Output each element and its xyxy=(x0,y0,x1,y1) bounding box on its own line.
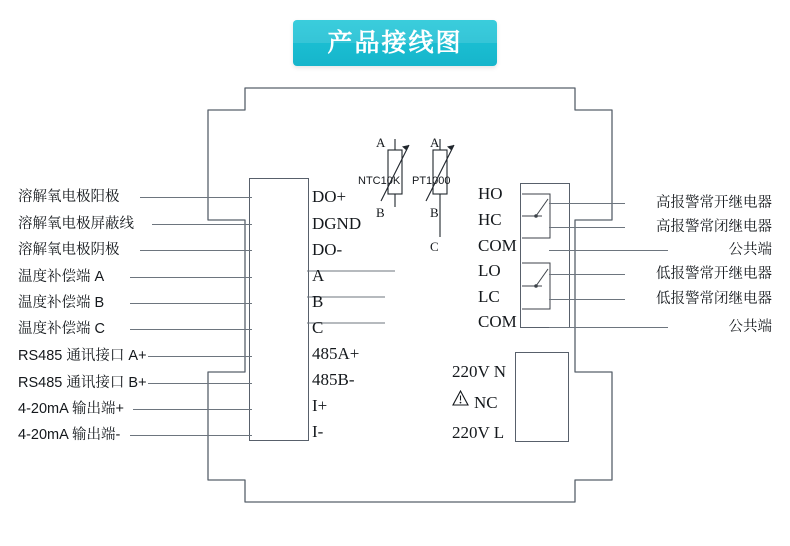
page-title: 产品接线图 xyxy=(327,29,463,57)
label-current-out-minus: 4-20mA 输出端- xyxy=(18,427,121,443)
pin-a: A xyxy=(312,266,325,285)
sensor-label-pt1000: PT1000 xyxy=(412,175,451,187)
label-rs485-a: RS485 通讯接口 A+ xyxy=(18,348,147,364)
pin-485b: 485B- xyxy=(312,370,355,389)
label-rs485-b: RS485 通讯接口 B+ xyxy=(18,375,147,391)
pin-220v-n: 220V N xyxy=(452,362,506,381)
pin-ho: HO xyxy=(478,184,503,203)
pin-220v-l: 220V L xyxy=(452,423,505,442)
pin-do-minus: DO- xyxy=(312,240,343,259)
left-terminal-block xyxy=(249,178,309,441)
leader-line-left-9 xyxy=(133,409,252,410)
pin-lo: LO xyxy=(478,261,501,280)
pin-lc: LC xyxy=(478,287,500,306)
label-common-high: 公共端 xyxy=(728,242,772,258)
label-low-alarm-no: 低报警常开继电器 xyxy=(656,266,772,282)
pin-i-minus: I- xyxy=(312,422,324,441)
label-do-cathode: 溶解氧电极阴极 xyxy=(18,242,120,258)
leader-line-left-8 xyxy=(148,383,252,384)
label-temp-comp-c: 温度补偿端 C xyxy=(18,321,105,337)
title-banner xyxy=(293,20,497,66)
ntc-terminal-a-label: A xyxy=(376,135,386,150)
pt1000-terminal-a-label: A xyxy=(430,135,440,150)
label-high-alarm-no: 高报警常开继电器 xyxy=(656,195,772,211)
label-temp-comp-b: 温度补偿端 B xyxy=(18,295,105,311)
warning-triangle-icon xyxy=(452,390,469,406)
leader-line-right-6 xyxy=(549,327,668,328)
leader-line-left-7 xyxy=(148,356,252,357)
leader-line-left-2 xyxy=(152,224,252,225)
pin-c: C xyxy=(312,318,324,337)
pin-nc: NC xyxy=(474,393,498,412)
leader-line-left-6 xyxy=(130,329,252,330)
power-terminal-block xyxy=(515,352,569,442)
pin-com-high: COM xyxy=(478,236,517,255)
leader-line-right-2 xyxy=(549,227,625,228)
label-do-anode: 溶解氧电极阳极 xyxy=(18,189,120,205)
label-current-out-plus: 4-20mA 输出端+ xyxy=(18,401,124,417)
leader-line-left-10 xyxy=(130,435,252,436)
pin-485a: 485A+ xyxy=(312,344,360,363)
leader-line-left-1 xyxy=(140,197,252,198)
leader-line-right-4 xyxy=(549,274,625,275)
relay-contacts-graphic xyxy=(520,183,568,326)
pin-do-plus: DO+ xyxy=(312,187,347,206)
label-temp-comp-a: 温度补偿端 A xyxy=(18,269,105,285)
leader-line-right-5 xyxy=(549,299,625,300)
ntc-terminal-b-label: B xyxy=(376,205,385,220)
label-low-alarm-nc: 低报警常闭继电器 xyxy=(656,291,772,307)
pt1000-terminal-b-label: B xyxy=(430,205,439,220)
label-high-alarm-nc: 高报警常闭继电器 xyxy=(656,219,772,235)
pin-com-low: COM xyxy=(478,312,517,331)
pin-dgnd: DGND xyxy=(312,214,362,233)
pt1000-terminal-c-label: C xyxy=(430,239,439,254)
pin-hc: HC xyxy=(478,210,502,229)
label-common-low: 公共端 xyxy=(728,319,772,335)
leader-line-left-3 xyxy=(140,250,252,251)
leader-line-right-1 xyxy=(549,203,625,204)
leader-line-left-5 xyxy=(130,303,252,304)
pin-i-plus: I+ xyxy=(312,396,328,415)
leader-line-left-4 xyxy=(130,277,252,278)
label-do-shield: 溶解氧电极屏蔽线 xyxy=(18,216,134,232)
leader-line-right-3 xyxy=(549,250,668,251)
pin-b: B xyxy=(312,292,324,311)
sensor-label-ntc10k: NTC10K xyxy=(358,175,401,187)
